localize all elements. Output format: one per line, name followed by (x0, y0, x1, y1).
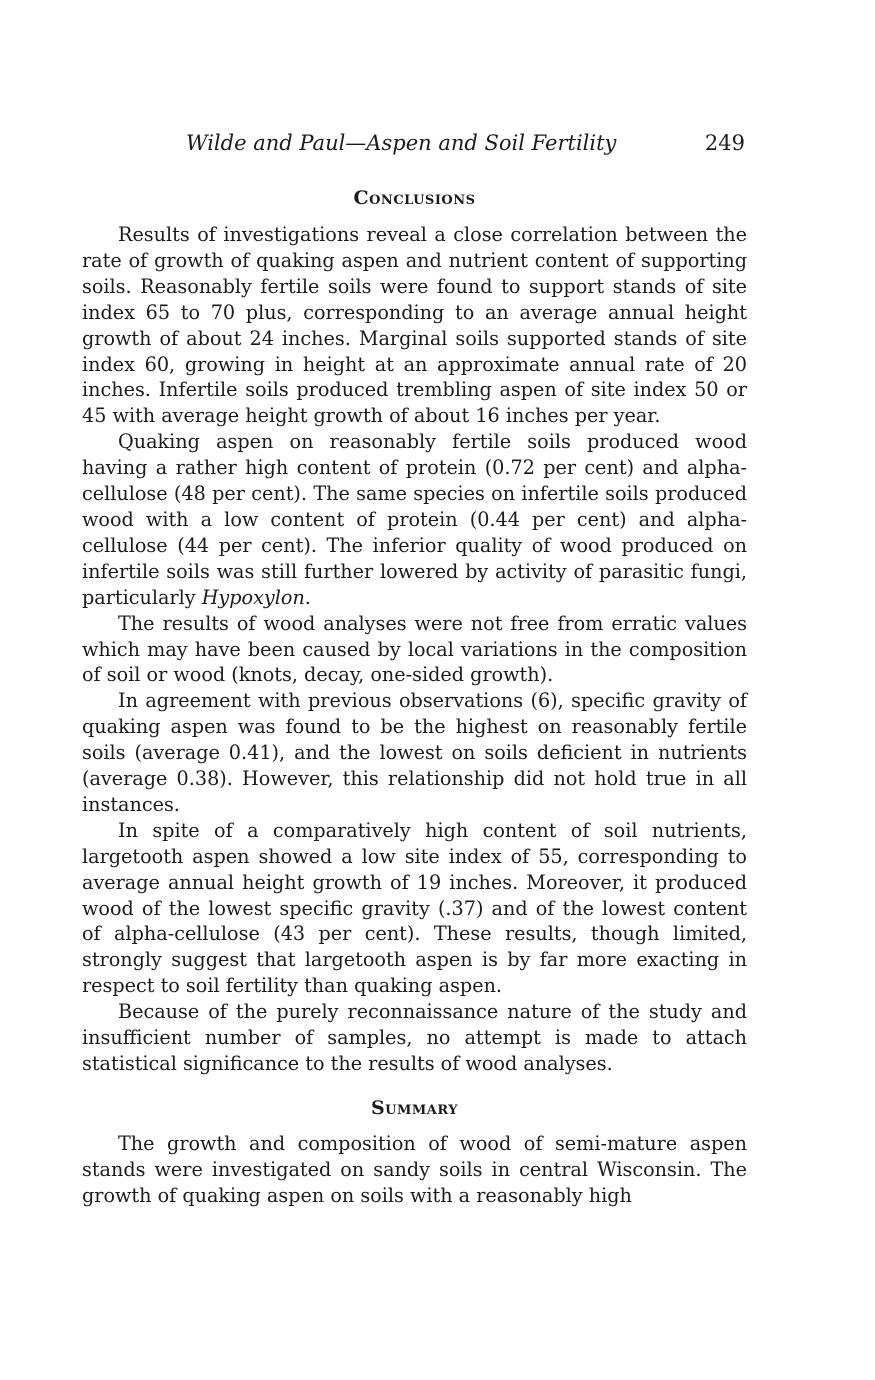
running-title: Wilde and Paul—Aspen and Soil Fertility (186, 131, 617, 155)
conclusions-paragraph-1: Results of investigations reveal a close correlation between the rate of growth of quaking aspen and nutrient content of supporting soils. Reasonably fertile soils were found to support stands of site index 65 to 70 plus, corresponding to an average annual height growth of about 24 inches. Marginal soils supported stands of site index 60, growing in height at an approximate annual rate of 20 inches. Infertile soils produced trembling aspen of site index 50 or 45 with average height growth of about 16 inches per year. (82, 223, 747, 428)
page-number: 249 (704, 131, 745, 155)
summary-heading: Summary (370, 1096, 459, 1119)
conclusions-paragraph-3: The results of wood analyses were not free from erratic values which may have been caused by local variations in the composition of soil or wood (knots, decay, one-sided growth). (82, 611, 747, 687)
running-head (82, 128, 747, 158)
conclusions-paragraph-5: In spite of a comparatively high content of soil nutrients, largetooth aspen showed a low site index of 55, corresponding to average annual height growth of 19 inches. Moreover, it produced wood of the lowest specific gravity (.37) and of the lowest content of alpha-cellulose (43 per cent). These results, though limited, strongly suggest that largetooth aspen is by far more exacting in respect to soil fertility than quaking aspen. (82, 818, 747, 998)
hypoxylon-term: Hypoxylon. (201, 585, 311, 609)
conclusions-paragraph-4: In agreement with previous observations (6), specific gravity of quaking aspen was found to be the highest on reasonably fertile soils (average 0.41), and the lowest on soils deficient in nutrients (average 0.38). However, this relationship did not hold true in all instances. (82, 689, 747, 816)
conclusions-paragraph-2 (82, 429, 747, 610)
conclusions-paragraph-2-text: Quaking aspen on reasonably fertile soils produced wood having a rather high content of protein (0.72 per cent) and alpha-cellulose (48 per cent). The same species on infertile soils produced wood with a low content of protein (0.44 per cent) and alpha-cellulose (44 per cent). The inferior quality of wood produced on infertile soils was still further lowered by activity of parasitic fungi, particularly (82, 430, 747, 609)
summary-paragraph-1: The growth and composition of wood of semi-mature aspen stands were investigated on sandy soils in central Wisconsin. The growth of quaking aspen on soils with a reasonably high (82, 1131, 747, 1207)
conclusions-paragraph-6: Because of the purely reconnaissance nature of the study and insufficient number of samples, no attempt is made to attach statistical significance to the results of wood analyses. (82, 1000, 747, 1075)
conclusions-heading: Conclusions (353, 187, 476, 209)
page (82, 128, 747, 1209)
